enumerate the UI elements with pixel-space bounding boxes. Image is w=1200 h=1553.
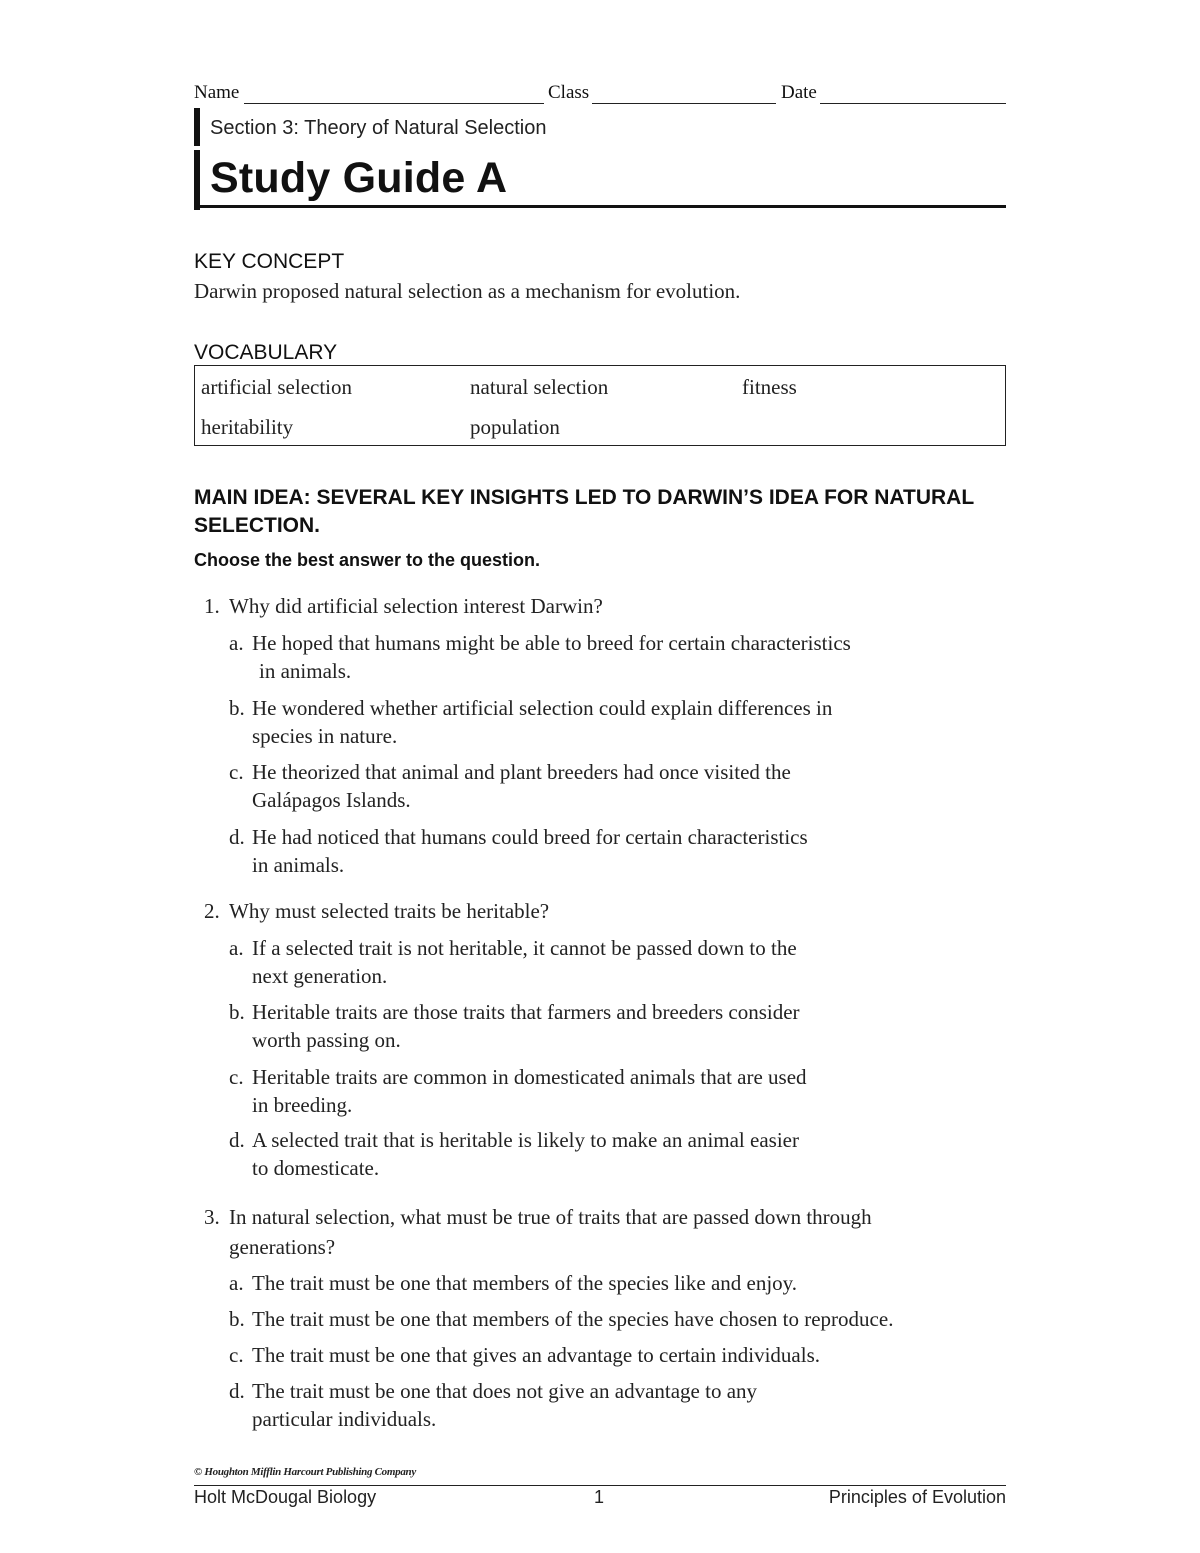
choice-text: in breeding. <box>252 1093 353 1117</box>
question-number: 1. <box>204 594 220 618</box>
choice-text: If a selected trait is not heritable, it cannot be passed down to the <box>252 936 797 960</box>
choice-text: He hoped that humans might be able to breed for certain characteristics <box>252 631 851 655</box>
choice-letter: a. <box>229 936 244 960</box>
footer-chapter-title: Principles of Evolution <box>828 1487 1006 1507</box>
choice-text: He theorized that animal and plant breeders had once visited the <box>252 760 791 784</box>
choice-letter: c. <box>229 1343 244 1367</box>
section-bar <box>194 108 200 146</box>
question-text: generations? <box>229 1235 336 1259</box>
choice-letter: a. <box>229 1271 244 1295</box>
choice-letter: a. <box>229 631 244 655</box>
choice-text: particular individuals. <box>252 1407 437 1431</box>
choice-text: The trait must be one that does not give an advantage to any <box>252 1379 758 1403</box>
section-title: Section 3: Theory of Natural Selection <box>210 117 547 139</box>
choice-letter: b. <box>229 1000 245 1024</box>
choice-text: He wondered whether artificial selection could explain differences in <box>252 696 833 720</box>
choice-letter: c. <box>229 1065 244 1089</box>
footer-book-title: Holt McDougal Biology <box>194 1487 377 1507</box>
question-number: 3. <box>204 1205 220 1229</box>
vocab-term: population <box>470 415 560 439</box>
vocab-term: fitness <box>742 375 797 399</box>
footer-page-number: 1 <box>594 1487 605 1507</box>
footer-rule <box>194 1485 1006 1486</box>
class-blank <box>592 103 776 104</box>
page-title: Study Guide A <box>210 154 508 202</box>
choice-text: The trait must be one that members of the species like and enjoy. <box>252 1271 798 1295</box>
copyright-notice: © Houghton Mifflin Harcourt Publishing Company <box>194 1466 416 1478</box>
choice-text: species in nature. <box>252 724 398 748</box>
name-blank <box>244 103 544 104</box>
question-text: In natural selection, what must be true of traits that are passed down through <box>229 1205 872 1229</box>
main-idea-heading: MAIN IDEA: SEVERAL KEY INSIGHTS LED TO DARWIN’S IDEA FOR NATURAL SELECTION. <box>194 486 974 537</box>
vocab-term: natural selection <box>470 375 609 399</box>
vocabulary-heading: VOCABULARY <box>194 341 338 364</box>
choice-text: The trait must be one that members of the species have chosen to reproduce. <box>252 1307 894 1331</box>
choice-letter: d. <box>229 1379 245 1403</box>
choice-text: He had noticed that humans could breed for certain characteristics <box>252 825 808 849</box>
choice-text: in animals. <box>252 853 345 877</box>
choice-text: to domesticate. <box>252 1156 380 1180</box>
question-text: Why must selected traits be heritable? <box>229 899 550 923</box>
choice-text: Galápagos Islands. <box>252 788 411 812</box>
question-text: Why did artificial selection interest Darwin? <box>229 594 603 618</box>
header-fields <box>194 82 1006 106</box>
choice-text: Heritable traits are those traits that farmers and breeders consider <box>252 1000 800 1024</box>
key-concept-heading: KEY CONCEPT <box>194 250 345 273</box>
choice-text: next generation. <box>252 964 388 988</box>
choice-text: The trait must be one that gives an advantage to certain individuals. <box>252 1343 820 1367</box>
choice-text: A selected trait that is heritable is likely to make an animal easier <box>252 1128 799 1152</box>
choice-letter: d. <box>229 825 245 849</box>
title-bar <box>194 150 200 210</box>
name-label: Name <box>194 82 240 103</box>
vocabulary-box <box>194 366 1006 446</box>
choice-text: worth passing on. <box>252 1028 401 1052</box>
choice-letter: c. <box>229 760 244 784</box>
instructions: Choose the best answer to the question. <box>194 550 541 570</box>
choice-text: Heritable traits are common in domesticated animals that are used <box>252 1065 807 1089</box>
choice-letter: b. <box>229 1307 245 1331</box>
key-concept-text: Darwin proposed natural selection as a mechanism for evolution. <box>194 279 741 303</box>
vocab-term: artificial selection <box>201 375 353 399</box>
title-rule <box>194 205 1006 208</box>
date-blank <box>820 103 1006 104</box>
question-number: 2. <box>204 899 220 923</box>
choice-letter: d. <box>229 1128 245 1152</box>
vocab-term: heritability <box>201 415 294 439</box>
choice-letter: b. <box>229 696 245 720</box>
class-label: Class <box>548 82 590 103</box>
date-label: Date <box>781 82 817 103</box>
choice-text: in animals. <box>259 659 352 683</box>
